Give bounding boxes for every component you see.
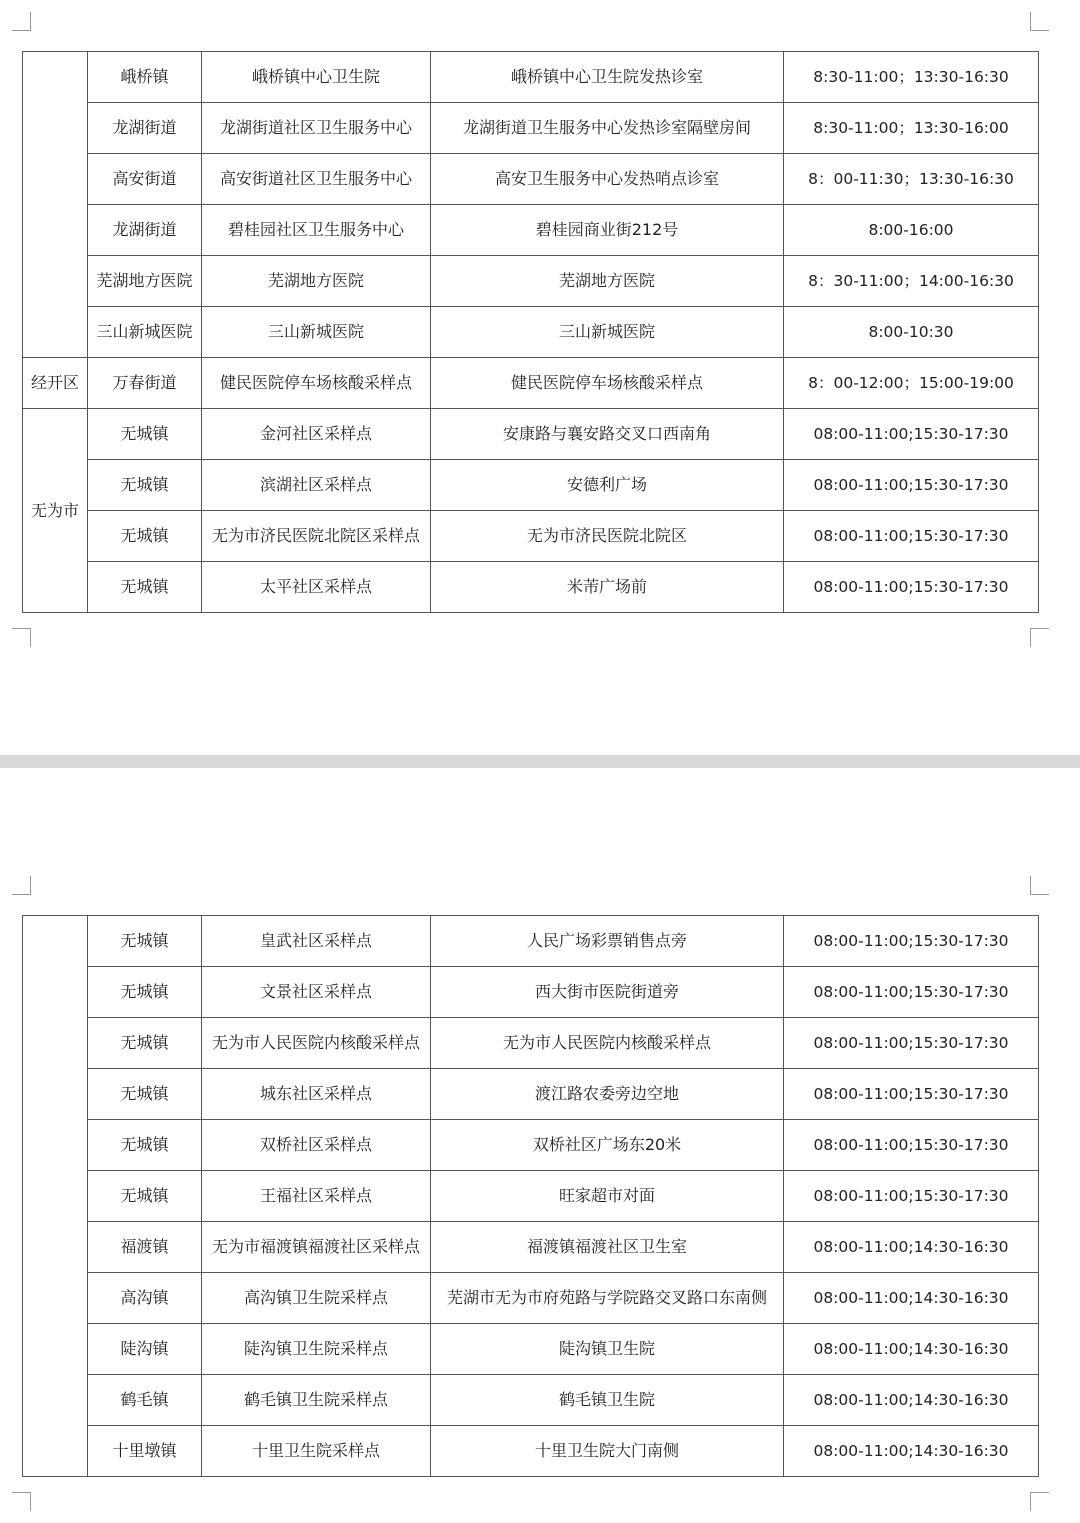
site-cell: 无为市济民医院北院区采样点 [202,511,431,562]
address-cell: 渡江路农委旁边空地 [431,1069,784,1120]
district-cell [23,916,88,1477]
hours-cell: 08:00-11:00;15:30-17:30 [784,916,1039,967]
page-corner-mark [1030,876,1049,895]
page-corner-mark [1030,12,1049,31]
town-cell: 福渡镇 [88,1222,202,1273]
table-row [23,1426,1039,1477]
table-row [23,916,1039,967]
site-cell: 鹤毛镇卫生院采样点 [202,1375,431,1426]
address-cell: 安德利广场 [431,460,784,511]
address-cell: 西大街市医院街道旁 [431,967,784,1018]
table-row [23,1273,1039,1324]
hours-cell: 08:00-11:00;15:30-17:30 [784,511,1039,562]
address-cell: 三山新城医院 [431,307,784,358]
hours-cell: 8:00-10:30 [784,307,1039,358]
town-cell: 鹤毛镇 [88,1375,202,1426]
hours-cell: 8:30-11:00；13:30-16:30 [784,52,1039,103]
site-cell: 双桥社区采样点 [202,1120,431,1171]
hours-cell: 08:00-11:00;15:30-17:30 [784,460,1039,511]
site-cell: 无为市福渡镇福渡社区采样点 [202,1222,431,1273]
address-cell: 峨桥镇中心卫生院发热诊室 [431,52,784,103]
address-cell: 碧桂园商业街212号 [431,205,784,256]
town-cell: 无城镇 [88,409,202,460]
town-cell: 峨桥镇 [88,52,202,103]
town-cell: 无城镇 [88,916,202,967]
town-cell: 十里墩镇 [88,1426,202,1477]
hours-cell: 8:00-16:00 [784,205,1039,256]
table-row [23,307,1039,358]
site-cell: 城东社区采样点 [202,1069,431,1120]
town-cell: 无城镇 [88,1120,202,1171]
hours-cell: 08:00-11:00;14:30-16:30 [784,1375,1039,1426]
site-cell: 无为市人民医院内核酸采样点 [202,1018,431,1069]
town-cell: 芜湖地方医院 [88,256,202,307]
table-row [23,460,1039,511]
table-row [23,1120,1039,1171]
page-corner-mark [12,628,31,647]
hours-cell: 08:00-11:00;15:30-17:30 [784,967,1039,1018]
town-cell: 三山新城医院 [88,307,202,358]
site-cell: 碧桂园社区卫生服务中心 [202,205,431,256]
address-cell: 无为市人民医院内核酸采样点 [431,1018,784,1069]
town-cell: 无城镇 [88,1171,202,1222]
table-row [23,103,1039,154]
site-cell: 金河社区采样点 [202,409,431,460]
site-cell: 陡沟镇卫生院采样点 [202,1324,431,1375]
address-cell: 人民广场彩票销售点旁 [431,916,784,967]
address-cell: 旺家超市对面 [431,1171,784,1222]
hours-cell: 8：00-11:30；13:30-16:30 [784,154,1039,205]
address-cell: 十里卫生院大门南侧 [431,1426,784,1477]
town-cell: 龙湖街道 [88,205,202,256]
address-cell: 龙湖街道卫生服务中心发热诊室隔壁房间 [431,103,784,154]
hours-cell: 08:00-11:00;15:30-17:30 [784,1120,1039,1171]
site-cell: 太平社区采样点 [202,562,431,613]
hours-cell: 8:30-11:00；13:30-16:00 [784,103,1039,154]
table-row [23,511,1039,562]
document-page-2 [0,768,1080,1523]
town-cell: 无城镇 [88,562,202,613]
page-separator [0,755,1080,768]
district-cell: 无为市 [23,409,88,613]
site-cell: 三山新城医院 [202,307,431,358]
sampling-sites-table [22,915,1039,1477]
table-row [23,52,1039,103]
hours-cell: 08:00-11:00;14:30-16:30 [784,1222,1039,1273]
address-cell: 福渡镇福渡社区卫生室 [431,1222,784,1273]
document-page-1 [0,0,1080,755]
table-row [23,154,1039,205]
table-row [23,1375,1039,1426]
town-cell: 无城镇 [88,511,202,562]
town-cell: 无城镇 [88,1018,202,1069]
site-cell: 王福社区采样点 [202,1171,431,1222]
hours-cell: 8：00-12:00；15:00-19:00 [784,358,1039,409]
hours-cell: 08:00-11:00;15:30-17:30 [784,562,1039,613]
hours-cell: 08:00-11:00;14:30-16:30 [784,1273,1039,1324]
town-cell: 龙湖街道 [88,103,202,154]
table-row [23,1069,1039,1120]
address-cell: 米芾广场前 [431,562,784,613]
address-cell: 健民医院停车场核酸采样点 [431,358,784,409]
table-row [23,1222,1039,1273]
hours-cell: 08:00-11:00;15:30-17:30 [784,1171,1039,1222]
hours-cell: 8：30-11:00；14:00-16:30 [784,256,1039,307]
page-corner-mark [1030,1492,1049,1511]
page-corner-mark [12,876,31,895]
hours-cell: 08:00-11:00;14:30-16:30 [784,1426,1039,1477]
site-cell: 高安街道社区卫生服务中心 [202,154,431,205]
site-cell: 健民医院停车场核酸采样点 [202,358,431,409]
town-cell: 无城镇 [88,460,202,511]
town-cell: 陡沟镇 [88,1324,202,1375]
table-row [23,409,1039,460]
hours-cell: 08:00-11:00;15:30-17:30 [784,1069,1039,1120]
address-cell: 安康路与襄安路交叉口西南角 [431,409,784,460]
sampling-sites-table [22,51,1039,613]
district-cell [23,52,88,358]
site-cell: 十里卫生院采样点 [202,1426,431,1477]
table-row [23,205,1039,256]
town-cell: 高安街道 [88,154,202,205]
district-cell: 经开区 [23,358,88,409]
town-cell: 万春街道 [88,358,202,409]
address-cell: 芜湖地方医院 [431,256,784,307]
page-corner-mark [1030,628,1049,647]
address-cell: 芜湖市无为市府苑路与学院路交叉路口东南侧 [431,1273,784,1324]
hours-cell: 08:00-11:00;15:30-17:30 [784,1018,1039,1069]
site-cell: 龙湖街道社区卫生服务中心 [202,103,431,154]
site-cell: 文景社区采样点 [202,967,431,1018]
table-row [23,562,1039,613]
site-cell: 高沟镇卫生院采样点 [202,1273,431,1324]
page-corner-mark [12,1492,31,1511]
address-cell: 陡沟镇卫生院 [431,1324,784,1375]
address-cell: 高安卫生服务中心发热哨点诊室 [431,154,784,205]
site-cell: 滨湖社区采样点 [202,460,431,511]
address-cell: 鹤毛镇卫生院 [431,1375,784,1426]
hours-cell: 08:00-11:00;15:30-17:30 [784,409,1039,460]
hours-cell: 08:00-11:00;14:30-16:30 [784,1324,1039,1375]
site-cell: 皇武社区采样点 [202,916,431,967]
table-row [23,358,1039,409]
table-row [23,256,1039,307]
town-cell: 无城镇 [88,1069,202,1120]
town-cell: 无城镇 [88,967,202,1018]
page-corner-mark [12,12,31,31]
site-cell: 峨桥镇中心卫生院 [202,52,431,103]
town-cell: 高沟镇 [88,1273,202,1324]
table-row [23,967,1039,1018]
site-cell: 芜湖地方医院 [202,256,431,307]
table-row [23,1324,1039,1375]
address-cell: 双桥社区广场东20米 [431,1120,784,1171]
table-row [23,1018,1039,1069]
table-row [23,1171,1039,1222]
address-cell: 无为市济民医院北院区 [431,511,784,562]
